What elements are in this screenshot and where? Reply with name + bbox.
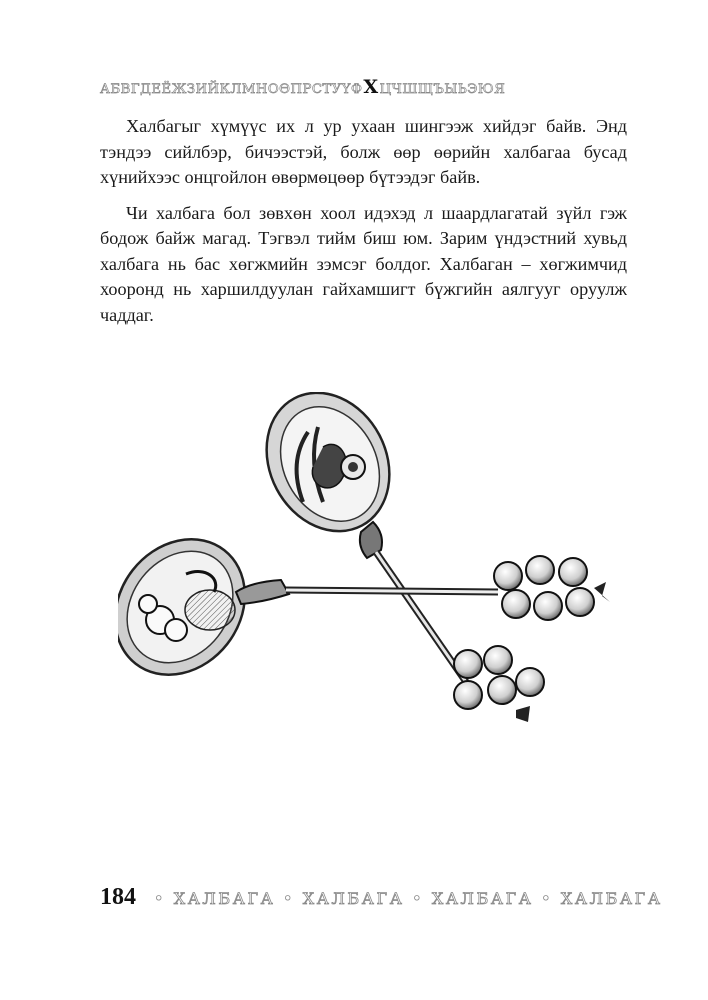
alphabet-highlight-letter: Х	[363, 76, 379, 98]
paragraph-2: Чи халбага бол зөвхөн хоол идэхэд л шаардлагатай зүйл гэж бодож байж магад. Тэгвэл тийм биш юм. Зарим үндэстний хувьд халбага нь бас хөгжмийн зэмсэг болдог. Халбаган – хөгжимчид хооронд нь харшилдуулан гайхамшигт бүжгийн аялгууг оруулж чаддаг.	[100, 202, 627, 325]
spoon-instrument-illustration	[118, 392, 618, 737]
alphabet-before: АБВГДЕЁЖЗИЙКЛМНОӨПРСТУҮФ	[100, 82, 363, 97]
bells-bottom	[454, 646, 544, 722]
alphabet-after: ЦЧШЩЪЫЬЭЮЯ	[379, 82, 506, 97]
page-footer	[100, 884, 663, 911]
page-number: 184	[100, 884, 136, 910]
bells-right	[494, 556, 610, 620]
paragraph-1: Халбагыг хүмүүс их л ур ухаан шингээж хийдэг байв. Энд тэндээ сийлбэр, бичээстэй, болж өөр өөрийн халбагаа бусад хүнийхээс онцгойлон өвөрмөцөөр бүтээдэг байв.	[100, 116, 627, 187]
upper-spoon	[243, 392, 466, 682]
lower-spoon	[118, 513, 498, 700]
body-text	[100, 114, 627, 338]
alphabet-header	[100, 76, 630, 98]
running-title: • ХАЛБАГА • ХАЛБАГА • ХАЛБАГА • ХАЛБАГА	[154, 889, 663, 908]
